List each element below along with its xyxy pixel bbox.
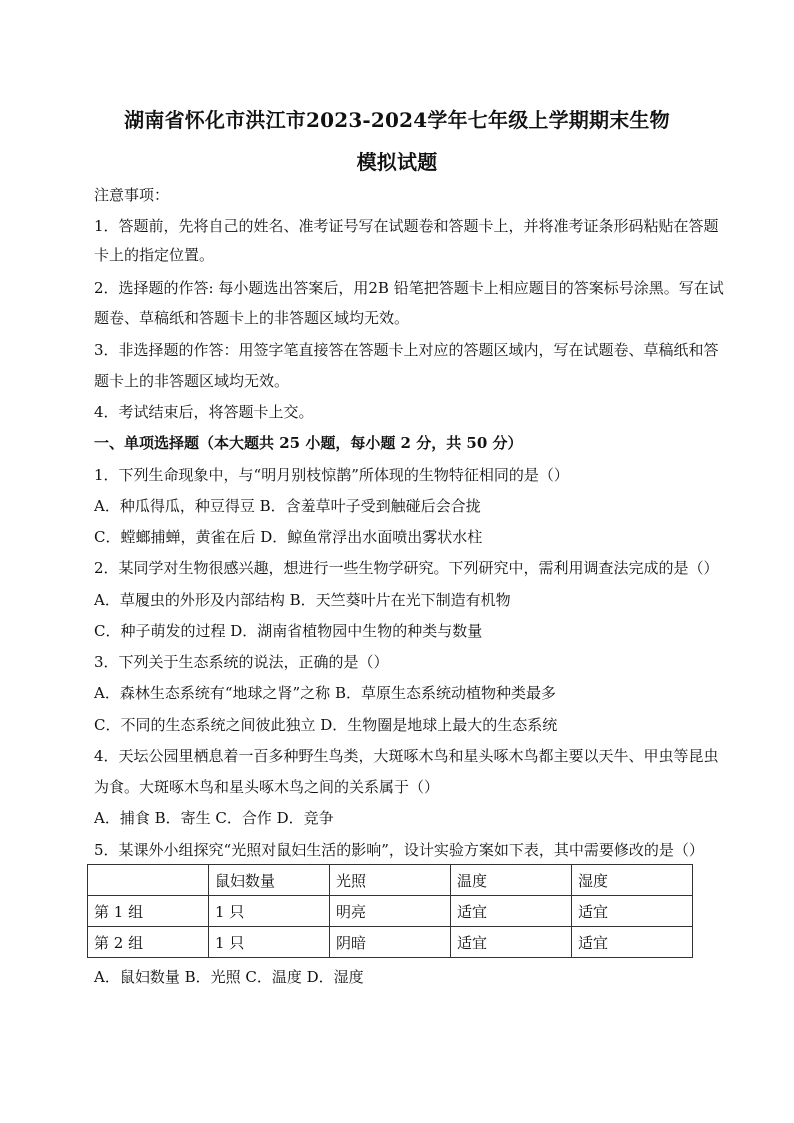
question-line: C．不同的生态系统之间彼此独立 D．生物圈是地球上最大的生态系统 [94,716,558,734]
table-cell: 适宜 [572,927,693,958]
table-cell: 适宜 [451,927,572,958]
question-line: C．螳螂捕蝉，黄雀在后 D．鲸鱼常浮出水面喷出雾状水柱 [94,528,483,546]
table-cell [88,865,209,896]
title-line-2: 模拟试题 [356,150,438,174]
note-line: 题卷、草稿纸和答题卡上的非答题区域均无效。 [94,309,410,327]
table-cell: 1 只 [209,896,330,927]
question-line: A．捕食 B．寄生 C．合作 D．竞争 [94,809,334,827]
note-line: 题卡上的非答题区域均无效。 [94,372,290,390]
note-line: 1．答题前，先将自己的姓名、准考证号写在试题卷和答题卡上，并将准考证条形码粘贴在答题 [94,217,719,235]
table-header-row [88,865,693,896]
question-line: A．草履虫的外形及内部结构 B．天竺葵叶片在光下制造有机物 [94,591,511,609]
table-cell: 第 1 组 [88,896,209,927]
table-cell: 适宜 [572,896,693,927]
note-line: 3．非选择题的作答：用签字笔直接答在答题卡上对应的答题区域内，写在试题卷、草稿纸和答 [94,341,719,359]
question-line: 5．某课外小组探究“光照对鼠妇生活的影响”，设计实验方案如下表，其中需要修改的是（） [94,841,704,859]
table-cell: 明亮 [330,896,451,927]
table-cell: 1 只 [209,927,330,958]
question-line: 3．下列关于生态系统的说法，正确的是（） [94,653,389,671]
table-cell: 第 2 组 [88,927,209,958]
note-line: 2．选择题的作答: 每小题选出答案后，用2B 铅笔把答题卡上相应题目的答案标号涂黑。写在试 [94,279,724,297]
question-line: 为食。大斑啄木鸟和星头啄木鸟之间的关系属于（） [94,778,440,796]
question-line: C．种子萌发的过程 D．湖南省植物园中生物的种类与数量 [94,622,483,640]
title-line-1: 湖南省怀化市洪江市2023-2024学年七年级上学期期末生物 [124,108,670,132]
table-cell: 阴暗 [330,927,451,958]
question-line: 1．下列生命现象中，与“明月别枝惊鹊”所体现的生物特征相同的是（） [94,466,569,484]
note-line: 4．考试结束后，将答题卡上交。 [94,403,314,421]
notice-heading: 注意事项： [94,186,170,204]
experiment-table [87,864,693,958]
note-line: 卡上的指定位置。 [94,246,215,264]
table-row [88,927,693,958]
question-line: 4．天坛公园里栖息着一百多种野生鸟类，大斑啄木鸟和星头啄木鸟都主要以天牛、甲虫等昆虫 [94,747,719,765]
question-line: A．种瓜得瓜，种豆得豆 B．含羞草叶子受到触碰后会合拢 [94,497,481,515]
table-cell: 适宜 [451,896,572,927]
section-heading: 一、单项选择题（本大题共 25 小题，每小题 2 分，共 50 分） [94,434,523,452]
table-cell: 温度 [451,865,572,896]
table-cell: 湿度 [572,865,693,896]
table-cell: 光照 [330,865,451,896]
q5-options: A．鼠妇数量 B．光照 C．温度 D．湿度 [94,968,364,986]
table-row [88,896,693,927]
question-line: 2．某同学对生物很感兴趣，想进行一些生物学研究。下列研究中，需利用调查法完成的是（） [94,559,719,577]
question-line: A．森林生态系统有“地球之肾”之称 B．草原生态系统动植物种类最多 [94,684,556,702]
table-cell: 鼠妇数量 [209,865,330,896]
